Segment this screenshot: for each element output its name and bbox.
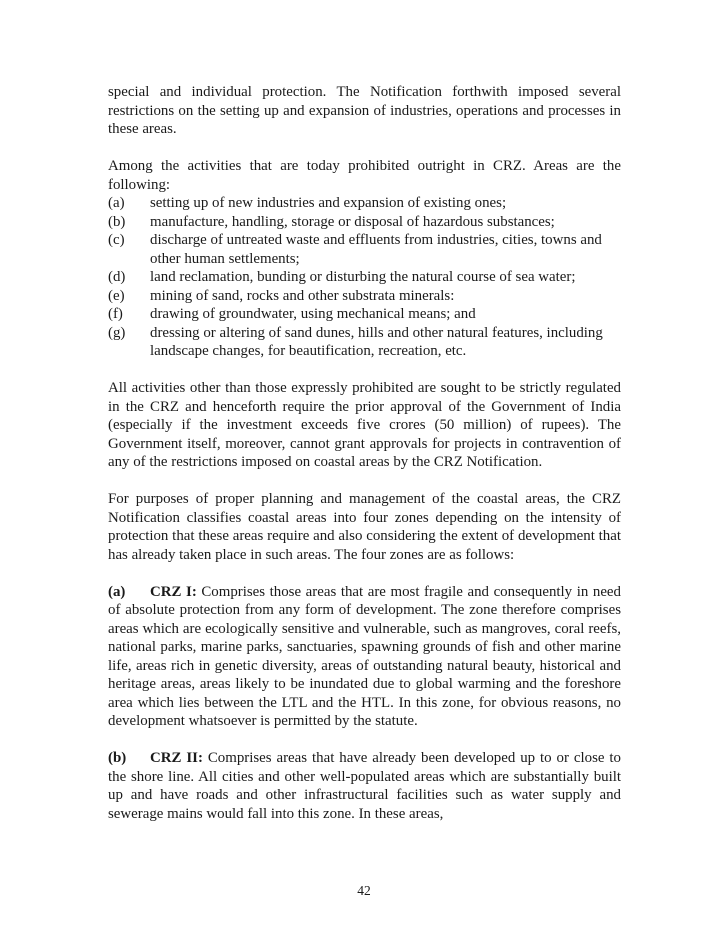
list-item-text: dressing or altering of sand dunes, hills and other natural features, including landscape changes, for beautification, recreation, etc. bbox=[150, 324, 603, 359]
list-item-text: land reclamation, bunding or disturbing the natural course of sea water; bbox=[150, 269, 576, 285]
list-item-label: (e) bbox=[108, 287, 125, 304]
paragraph-zone-classification: For purposes of proper planning and management of the coastal areas, the CRZ Notification classifies coastal areas into four zones depending on the intensity of protection that these areas require and also considering the extent of development that has already taken place in such areas. The four zones are as follows: bbox=[108, 491, 621, 563]
list-item-text: manufacture, handling, storage or disposal of hazardous substances; bbox=[150, 213, 555, 230]
list-item-label: (g) bbox=[108, 324, 126, 341]
zone-name: CRZ II: bbox=[150, 750, 203, 766]
list-item bbox=[108, 324, 621, 361]
prohibited-activities-list bbox=[108, 194, 621, 361]
zone-description: Comprises those areas that are most fragile and consequently in need of absolute protection from any form of development. The zone therefore comprises areas which are ecologically sensitive and vulnerable, such as mangroves, coral reefs, national parks, marine parks, sanctuaries, spawning grounds of fish and other marine life, areas rich in genetic diversity, areas of outstanding natural beauty, historical and heritage areas, areas likely to be inundated due to global warming and the foreshore area which lies between the LTL and the HTL. In this zone, for obvious reasons, no development whatsoever is permitted by the statute. bbox=[108, 583, 621, 729]
list-item-label: (d) bbox=[108, 269, 126, 285]
list-item bbox=[108, 231, 621, 268]
paragraph-prohibited-intro: Among the activities that are today prohibited outright in CRZ. Areas are the following: bbox=[108, 158, 621, 193]
list-item-text: mining of sand, rocks and other substrata minerals: bbox=[150, 287, 455, 304]
list-item bbox=[108, 213, 621, 232]
list-item-label: (a) bbox=[108, 195, 125, 211]
list-item bbox=[108, 268, 621, 287]
list-item bbox=[108, 194, 621, 213]
zone-name: CRZ I: bbox=[150, 583, 197, 600]
list-item bbox=[108, 287, 621, 306]
list-item-label: (b) bbox=[108, 213, 126, 230]
paragraph-protection: special and individual protection. The Notification forthwith imposed several restrictions on the setting up and expansion of industries, operations and processes in these areas. bbox=[108, 84, 621, 137]
zone-label: (b) bbox=[108, 750, 127, 766]
list-item bbox=[108, 305, 621, 324]
list-item-text: discharge of untreated waste and effluents from industries, cities, towns and other human settlements; bbox=[150, 232, 602, 267]
zone-crz-1 bbox=[108, 583, 621, 731]
list-item-label: (c) bbox=[108, 232, 125, 248]
paragraph-regulated-activities: All activities other than those expressly prohibited are sought to be strictly regulated in the CRZ and henceforth require the prior approval of the Government of India (especially if the investment exceeds five crores (50 million) of rupees). The Government itself, moreover, cannot grant approvals for projects in contravention of any of the restrictions imposed on coastal areas by the CRZ Notification. bbox=[108, 380, 621, 470]
list-item-text: setting up of new industries and expansion of existing ones; bbox=[150, 195, 507, 211]
list-item-label: (f) bbox=[108, 306, 123, 322]
zone-description: Comprises areas that have already been developed up to or close to the shore line. All cities and other well-populated areas which are substantially built up and have roads and other infrastructural facilities such as water supply and sewerage mains would fall into this zone. In these areas, bbox=[108, 750, 621, 822]
page-number: 42 bbox=[357, 883, 371, 898]
document-page bbox=[108, 83, 621, 842]
list-item-text: drawing of groundwater, using mechanical means; and bbox=[150, 306, 476, 322]
zone-crz-2 bbox=[108, 749, 621, 823]
zone-label: (a) bbox=[108, 583, 126, 600]
